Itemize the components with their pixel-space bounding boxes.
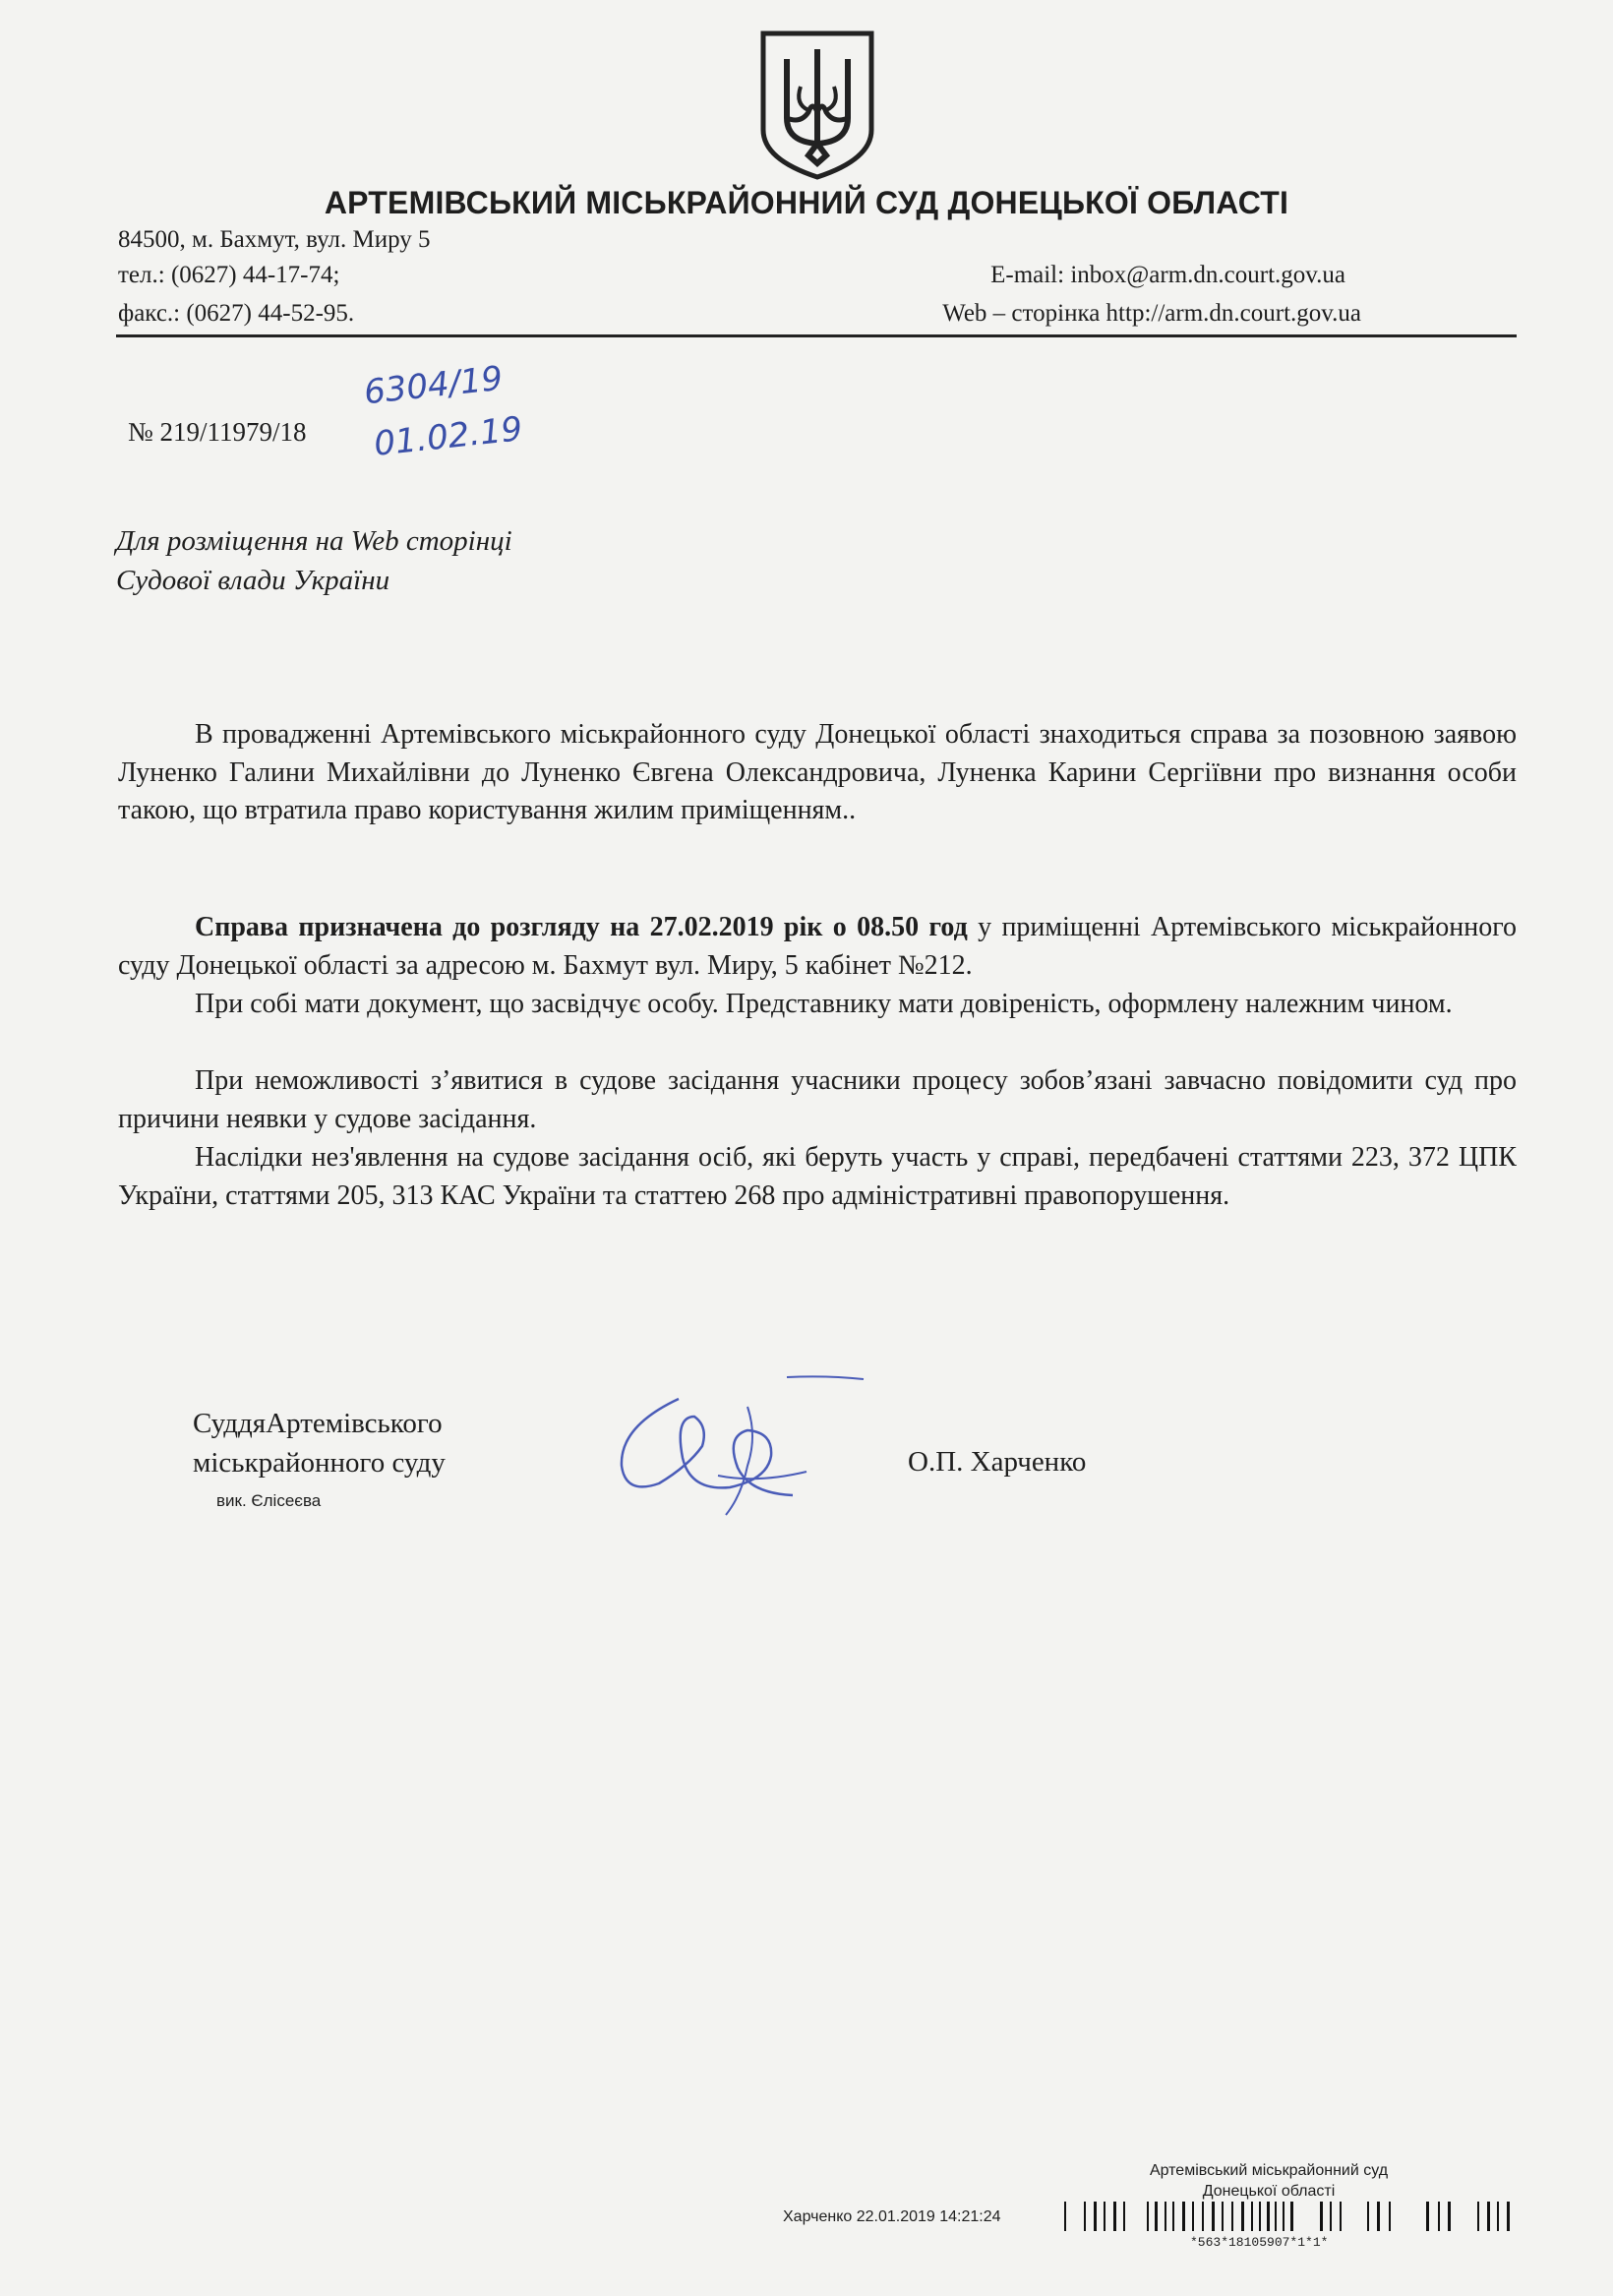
handwritten-registration-date: 01.02.19 [372, 409, 525, 464]
recipient-line-1: Для розміщення на Web сторінці [116, 525, 512, 557]
hearing-date-bold: Справа призначена до розгляду на 27.02.2019 рік о 08.50 год [195, 912, 968, 942]
barcode-icon [1048, 2200, 1523, 2235]
body-paragraph-1: В провадженні Артемівського міськрайонного суду Донецької області знаходиться справа за позовною заявою Луненко Галини Михайлівни до Луненко Євгена Олександровича, Луненка Карини Сергіївни про визнання особи такою, що втратила право користування жилим приміщенням.. [118, 719, 1517, 825]
court-fax: факс.: (0627) 44-52-95. [118, 300, 355, 327]
coat-of-arms-icon [757, 28, 877, 183]
court-name-heading: АРТЕМІВСЬКИЙ МІСЬКРАЙОННИЙ СУД ДОНЕЦЬКОЇ ОБЛАСТІ [324, 185, 1289, 220]
body-paragraph-2 [118, 909, 1517, 985]
body-paragraph-5: Наслідки нез'явлення на судове засідання осіб, які беруть участь у справі, передбачені статтями 223, 372 ЦПК України, статтями 205, 313 КАС України та статтею 268 про адміністративні правопорушення. [118, 1142, 1517, 1211]
hearing-location: у приміщенні Артемівського міськрайонного суду Донецької області за адресою м. Бахмут вул. Миру, 5 кабінет №212. [118, 912, 1518, 981]
recipient-line-2: Судової влади України [116, 565, 390, 596]
recipient-block [116, 521, 512, 600]
court-email: E-mail: inbox@arm.dn.court.gov.ua [990, 262, 1345, 288]
court-website: Web – сторінка http://arm.dn.court.gov.ua [942, 300, 1361, 327]
judge-name: О.П. Харченко [908, 1446, 1087, 1478]
court-address: 84500, м. Бахмут, вул. Миру 5 [118, 226, 431, 253]
handwritten-signature-icon [600, 1367, 895, 1544]
judge-title [193, 1404, 446, 1482]
body-paragraph-4: При неможливості з’явитися в судове засідання учасники процесу зобов’язані завчасно повідомити суд про причини неявки у судове засідання. [118, 1065, 1517, 1134]
case-number: № 219/11979/18 [128, 417, 307, 447]
electronic-stamp-court: Артемівський міськрайонний суд Донецької області [1149, 2162, 1389, 2200]
judge-title-line-1: СуддяАртемівського [193, 1408, 443, 1439]
executor-note: вик. Єлісеєва [216, 1491, 322, 1510]
header-divider [116, 334, 1517, 337]
electronic-signature-timestamp: Харченко 22.01.2019 14:21:24 [783, 2208, 1001, 2225]
court-phone: тел.: (0627) 44-17-74; [118, 262, 340, 288]
barcode-number: *563*18105907*1*1* [1190, 2235, 1329, 2250]
handwritten-registration-number: 6304/19 [362, 358, 505, 413]
body-paragraph-3: При собі мати документ, що засвідчує особу. Представнику мати довіреність, оформлену належним чином. [195, 989, 1453, 1019]
judge-title-line-2: міськрайонного суду [193, 1447, 446, 1479]
